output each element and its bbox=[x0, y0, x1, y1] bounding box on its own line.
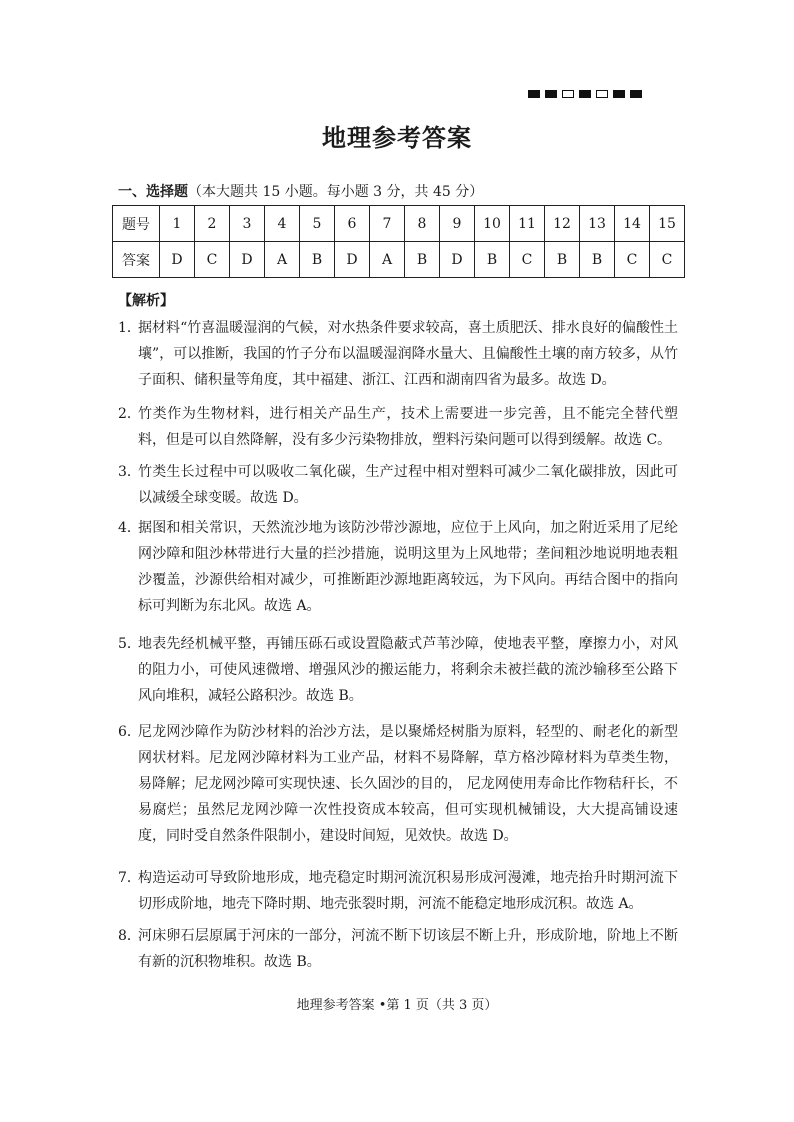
table-cell-number: 4 bbox=[265, 206, 300, 242]
item-number: 1． bbox=[118, 320, 141, 336]
table-cell-answer: D bbox=[230, 242, 265, 278]
table-row-numbers bbox=[113, 206, 685, 242]
table-cell-answer: D bbox=[335, 242, 370, 278]
item-text: 据图和相关常识，天然流沙地为该防沙带沙源地，应位于上风向，加之附近采用了尼纶网沙障和阻沙林带进行大量的拦沙措施，说明这里为上风地带；垄间粗沙地说明地表粗沙覆盖，沙源供给相对减少，可推断距沙源地距离较远，为下风向。再结合图中的指向标可判断为东北风。故选 A。 bbox=[138, 520, 678, 614]
table-cell-answer: B bbox=[580, 242, 615, 278]
table-cell-answer: B bbox=[545, 242, 580, 278]
item-number: 2． bbox=[118, 406, 141, 422]
table-cell-answer: B bbox=[300, 242, 335, 278]
header-marks bbox=[528, 90, 642, 98]
table-cell-answer: B bbox=[475, 242, 510, 278]
item-text: 尼龙网沙障作为防沙材料的治沙方法，是以聚烯烃树脂为原料，轻型的、耐老化的新型网状材料。尼龙网沙障材料为工业产品，材料不易降解，草方格沙障材料为草类生物，易降解；尼龙网沙障可实现快速、长久固沙的目的， 尼龙网使用寿命比作物秸秆长，不易腐烂；虽然尼龙网沙障一次性投资成本较高，但可实现机械铺设，大大提高铺设速度，同时受自然条件限制小，建设时间短，见效快。故选 D。 bbox=[138, 724, 678, 844]
table-cell-number: 13 bbox=[580, 206, 615, 242]
table-cell-number: 2 bbox=[195, 206, 230, 242]
item-number: 3． bbox=[118, 464, 141, 480]
table-cell-answer: A bbox=[265, 242, 300, 278]
table-row-label: 答案 bbox=[113, 242, 160, 278]
table-cell-number: 11 bbox=[510, 206, 545, 242]
analysis-item bbox=[118, 401, 678, 453]
table-cell-answer: C bbox=[510, 242, 545, 278]
item-number: 7． bbox=[118, 870, 141, 886]
analysis-item bbox=[118, 459, 678, 511]
table-row-label: 题号 bbox=[113, 206, 160, 242]
analysis-label: 【解析】 bbox=[118, 293, 174, 309]
item-text: 据材料“竹喜温暖湿润的气候，对水热条件要求较高，喜土质肥沃、排水良好的偏酸性土壤”，可以推断，我国的竹子分布以温暖湿润降水量大、且偏酸性土壤的南方较多，从竹子面积、储积量等角度，其中福建、浙江、江西和湖南四省为最多。故选 D。 bbox=[138, 320, 678, 388]
item-text: 竹类作为生物材料，进行相关产品生产，技术上需要进一步完善，且不能完全替代塑料，但是可以自然降解，没有多少污染物排放，塑料污染问题可以得到缓解。故选 C。 bbox=[138, 406, 678, 448]
table-cell-answer: D bbox=[440, 242, 475, 278]
analysis-item bbox=[118, 515, 678, 619]
item-text: 地表先经机械平整，再铺压砾石或设置隐蔽式芦苇沙障，使地表平整，摩擦力小，对风的阻力小，可使风速微增、增强风沙的搬运能力，将剩余未被拦截的流沙输移至公路下风向堆积，减轻公路积沙。故选 B。 bbox=[138, 636, 678, 704]
table-cell-number: 5 bbox=[300, 206, 335, 242]
header-mark bbox=[613, 90, 625, 98]
table-cell-number: 8 bbox=[405, 206, 440, 242]
section-heading-label: 一、选择题 bbox=[118, 184, 188, 200]
item-number: 8． bbox=[118, 928, 141, 944]
analysis-item bbox=[118, 865, 678, 917]
table-cell-number: 15 bbox=[650, 206, 685, 242]
table-row-answers bbox=[113, 242, 685, 278]
table-cell-number: 3 bbox=[230, 206, 265, 242]
analysis-item bbox=[118, 719, 678, 849]
table-cell-answer: C bbox=[615, 242, 650, 278]
answer-table bbox=[112, 205, 685, 278]
table-cell-number: 1 bbox=[160, 206, 195, 242]
table-cell-answer: C bbox=[195, 242, 230, 278]
table-cell-number: 6 bbox=[335, 206, 370, 242]
item-text: 竹类生长过程中可以吸收二氧化碳，生产过程中相对塑料可减少二氧化碳排放，因此可以减缓全球变暖。故选 D。 bbox=[138, 464, 678, 506]
section-heading bbox=[118, 181, 483, 201]
header-mark bbox=[630, 90, 642, 98]
analysis-item bbox=[118, 923, 678, 975]
header-mark bbox=[528, 90, 540, 98]
section-heading-note: （本大题共 15 小题。每小题 3 分，共 45 分） bbox=[188, 184, 484, 200]
item-number: 6． bbox=[118, 724, 141, 740]
table-cell-number: 12 bbox=[545, 206, 580, 242]
table-cell-answer: B bbox=[405, 242, 440, 278]
header-mark bbox=[596, 90, 608, 98]
table-cell-answer: D bbox=[160, 242, 195, 278]
item-text: 构造运动可导致阶地形成，地壳稳定时期河流沉积易形成河漫滩，地壳抬升时期河流下切形成阶地，地壳下降时期、地壳张裂时期，河流不能稳定地形成沉积。故选 A。 bbox=[138, 870, 678, 912]
page-title: 地理参考答案 bbox=[322, 123, 472, 152]
table-cell-answer: A bbox=[370, 242, 405, 278]
page-footer: 地理参考答案 •第 1 页（共 3 页） bbox=[296, 998, 498, 1013]
table-cell-answer: C bbox=[650, 242, 685, 278]
header-mark bbox=[545, 90, 557, 98]
header-mark bbox=[562, 90, 574, 98]
table-cell-number: 14 bbox=[615, 206, 650, 242]
analysis-item bbox=[118, 631, 678, 709]
item-text: 河床卵石层原属于河床的一部分，河流不断下切该层不断上升，形成阶地，阶地上不断有新的沉积物堆积。故选 B。 bbox=[138, 928, 678, 970]
table-cell-number: 9 bbox=[440, 206, 475, 242]
analysis-item bbox=[118, 315, 678, 393]
item-number: 5． bbox=[118, 636, 141, 652]
table-cell-number: 7 bbox=[370, 206, 405, 242]
header-mark bbox=[579, 90, 591, 98]
table-cell-number: 10 bbox=[475, 206, 510, 242]
item-number: 4． bbox=[118, 520, 141, 536]
